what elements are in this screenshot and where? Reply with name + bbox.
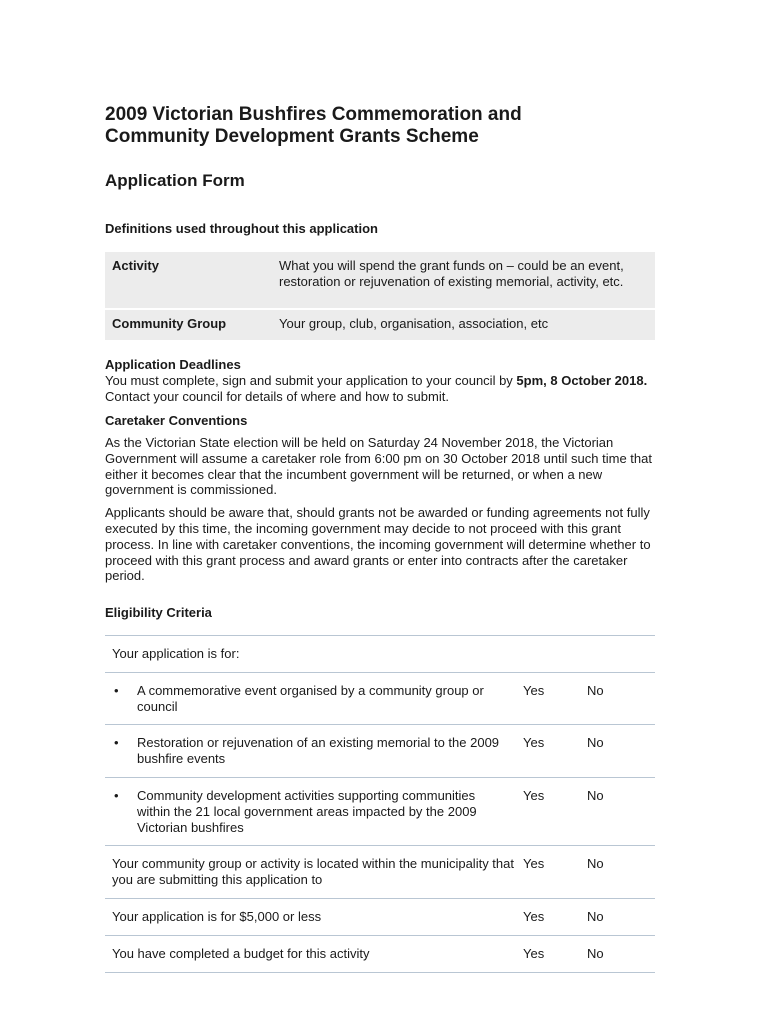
definition-text: Your group, club, organisation, association, etc — [272, 309, 655, 340]
deadline-date: 5pm, 8 October 2018. — [516, 373, 648, 388]
definitions-heading: Definitions used throughout this application — [105, 221, 378, 236]
eligibility-bullet-row — [105, 777, 655, 845]
definition-text: What you will spend the grant funds on – could be an event, restoration or rejuvenation of existing memorial, activity, etc. — [272, 252, 655, 309]
document-title: 2009 Victorian Bushfires Commemoration and Community Development Grants Scheme — [105, 104, 522, 147]
no-option[interactable]: No — [587, 787, 604, 803]
deadlines-text-after: Contact your council for details of where and how to submit. — [105, 388, 449, 404]
eligibility-row — [105, 898, 655, 935]
deadlines-heading: Application Deadlines — [105, 357, 241, 372]
definitions-table — [105, 252, 655, 340]
yes-option[interactable]: Yes — [523, 945, 545, 961]
eligibility-row — [105, 935, 655, 972]
eligibility-row — [105, 846, 655, 899]
eligibility-intro-row — [105, 636, 655, 673]
caretaker-paragraph-2: Applicants should be aware that, should grants not be awarded or funding agreements not fully executed by this time, the incoming government may decide to not proceed with this grant process. In line with caretaker conventions, the incoming government will determine whether to proceed with this grant process and award grants or enter into contracts after the caretaker period. — [105, 505, 651, 584]
eligibility-criterion: A commemorative event organised by a community group or council — [137, 682, 484, 714]
definition-term: Activity — [105, 252, 272, 309]
caretaker-section — [105, 413, 655, 584]
caretaker-paragraph-1: As the Victorian State election will be held on Saturday 24 November 2018, the Victorian Government will assume a caretaker role from 6:00 pm on 30 October 2018 until such time that either it becomes clear that the incumbent government will be returned, or when a new government is commissioned. — [105, 435, 652, 498]
yes-option[interactable]: Yes — [523, 735, 545, 751]
deadlines-text-before: You must complete, sign and submit your application to your council by — [105, 373, 517, 388]
definition-row — [105, 252, 655, 309]
form-subtitle: Application Form — [105, 171, 245, 190]
bullet-icon: • — [114, 735, 119, 751]
definition-term: Community Group — [105, 309, 272, 340]
no-option[interactable]: No — [587, 735, 604, 751]
eligibility-criterion: You have completed a budget for this activity — [112, 945, 370, 961]
yes-option[interactable]: Yes — [523, 908, 545, 924]
no-option[interactable]: No — [587, 945, 604, 961]
eligibility-criterion: Your community group or activity is located within the municipality that you are submitting this application to — [112, 856, 514, 888]
no-option[interactable]: No — [587, 908, 604, 924]
bullet-icon: • — [114, 787, 119, 803]
deadlines-section — [105, 357, 655, 405]
eligibility-criterion: Community development activities supporting communities within the 21 local government areas impacted by the 2009 Victorian bushfires — [137, 787, 477, 835]
eligibility-intro: Your application is for: — [112, 646, 240, 661]
no-option[interactable]: No — [587, 682, 604, 698]
no-option[interactable]: No — [587, 856, 604, 872]
bullet-icon: • — [114, 682, 119, 698]
eligibility-bullet-row — [105, 725, 655, 778]
definition-row — [105, 309, 655, 340]
eligibility-bullet-row — [105, 672, 655, 725]
eligibility-heading: Eligibility Criteria — [105, 605, 212, 620]
yes-option[interactable]: Yes — [523, 856, 545, 872]
eligibility-table — [105, 635, 655, 973]
eligibility-criterion: Restoration or rejuvenation of an existing memorial to the 2009 bushfire events — [137, 735, 500, 767]
yes-option[interactable]: Yes — [523, 682, 545, 698]
eligibility-criterion: Your application is for $5,000 or less — [112, 908, 322, 924]
caretaker-heading: Caretaker Conventions — [105, 413, 248, 428]
deadlines-text — [105, 373, 655, 405]
yes-option[interactable]: Yes — [523, 787, 545, 803]
